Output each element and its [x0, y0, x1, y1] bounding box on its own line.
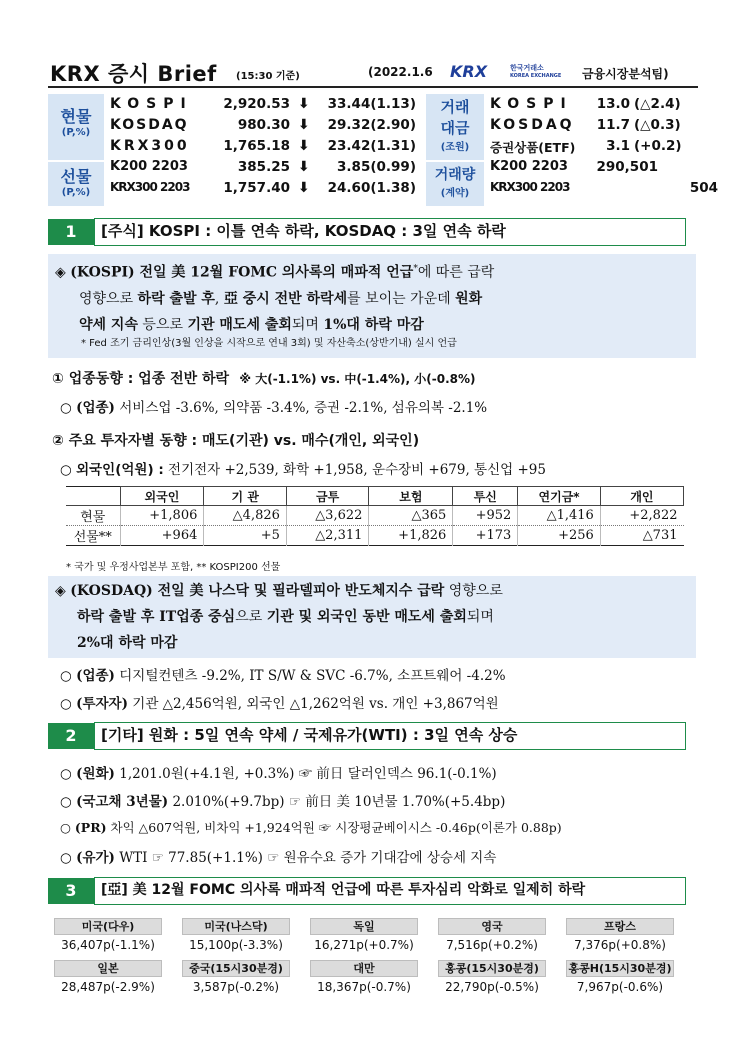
investor-table-note: * 국가 및 우정사업본부 포함, ** KOSPI200 선물	[66, 562, 281, 573]
volume-label: 거래량	[434, 167, 476, 183]
cell: △365	[369, 506, 453, 526]
sector-trend-heading	[52, 368, 476, 388]
diamond-bullet-icon: ◈	[55, 583, 71, 599]
diamond-bullet-icon: ◈	[55, 264, 71, 281]
down-arrow-icon: ⬇	[298, 159, 310, 175]
world-index-value: 36,407p(-1.1%)	[61, 938, 155, 952]
report-date: (2022.1.6	[368, 65, 433, 79]
trade-change: (+0.2)	[634, 138, 682, 154]
kosdaq-investor-values: 기관 △2,456억원, 외국인 △1,262억원 vs. 개인 +3,867억원	[132, 696, 499, 712]
world-indices	[54, 918, 690, 998]
index-change: 29.32(2.90)	[327, 117, 416, 133]
investor-table-wrap	[66, 486, 684, 546]
trade-name: KOSDAQ	[490, 117, 575, 133]
sector-tag: (업종)	[76, 400, 115, 416]
world-index-value: 7,516p(+0.2%)	[446, 938, 538, 952]
world-index-label: 중국(15시30분경)	[182, 960, 290, 977]
bond-tag: (국고채 3년물)	[76, 794, 169, 810]
kospi-summary	[55, 256, 695, 352]
cell: +952	[453, 506, 518, 526]
kospi-bold: 하락 출발 후	[137, 290, 215, 307]
oil-line	[60, 846, 496, 866]
row-label: 선물**	[73, 530, 112, 545]
kosdaq-line-3	[55, 630, 695, 656]
logo-korean-name: 한국거래소	[510, 64, 544, 72]
fx-line	[60, 762, 497, 782]
index-change: 23.42(1.31)	[327, 138, 416, 154]
cell: +256	[518, 526, 601, 546]
world-index-label: 일본	[54, 960, 162, 977]
kosdaq-investor-line	[60, 692, 499, 712]
program-line	[60, 818, 562, 836]
trade-value-label-cell	[426, 94, 484, 160]
volume-unit: (계약)	[440, 188, 470, 199]
cell: △3,622	[286, 506, 369, 526]
fx-tag: (원화)	[76, 766, 115, 782]
kosdaq-text: 영향으로	[444, 583, 503, 599]
krx-logo	[450, 62, 487, 81]
world-index-value: 18,367p(-0.7%)	[317, 980, 411, 994]
col-header: 기 관	[204, 487, 287, 506]
world-index-value: 28,487p(-2.9%)	[61, 980, 155, 994]
futures-label: 선물	[60, 167, 92, 186]
cell: +1,826	[369, 526, 453, 546]
investor-table	[66, 486, 684, 546]
circle-bullet-icon: ○	[60, 820, 75, 835]
kosdaq-sector-values: 디지털컨텐츠 -9.2%, IT S/W & SVC -6.7%, 소프트웨어 -4.2%	[119, 668, 506, 684]
trade-change: (△0.3)	[634, 117, 681, 133]
kospi-text: 를 보이는 가운데	[347, 290, 456, 307]
bond-text: 2.010%(+9.7bp) ☞ 前日 美 10년물 1.70%(+5.4bp)	[172, 794, 506, 810]
section-1-title: [주식] KOSPI : 이틀 연속 하락, KOSDAQ : 3일 연속 하락	[94, 218, 686, 246]
cell: +2,822	[600, 506, 683, 526]
spot-label-cell	[48, 94, 104, 160]
trade-unit: (조원)	[440, 142, 470, 153]
section-3-title: [亞] 美 12월 FOMC 의사록 매파적 언급에 따른 투자심리 악화로 일제히 하락	[94, 877, 686, 905]
col-header: 금투	[286, 487, 369, 506]
index-change: 3.85(0.99)	[337, 159, 416, 175]
index-row	[110, 96, 430, 114]
circle-bullet-icon: ○	[60, 668, 77, 684]
krx-logo-text: KRX	[450, 62, 488, 81]
trade-name: 증권상품(ETF)	[490, 140, 576, 155]
futures-unit: (P,%)	[61, 187, 91, 198]
sector-trend-title: ① 업종동향 : 업종 전반 하락	[52, 371, 230, 387]
kospi-line-1	[55, 256, 695, 286]
circle-bullet-icon: ○	[60, 766, 77, 782]
world-index-label: 대만	[310, 960, 418, 977]
market-panel	[48, 94, 718, 206]
foreign-tag: 외국인(억원) :	[76, 462, 164, 478]
kosdaq-sector-line	[60, 664, 506, 684]
section-2-number: 2	[48, 723, 94, 749]
investor-trend-title: ② 주요 투자자별 동향 : 매도(기관) vs. 매수(개인, 외국인)	[52, 433, 420, 449]
col-header: 연기금*	[518, 487, 601, 506]
trade-name: KRX300 2203	[490, 180, 570, 194]
trade-rows	[490, 96, 718, 198]
kospi-bold: 약세 지속	[79, 316, 138, 333]
world-index-label: 프랑스	[566, 918, 674, 935]
world-index-label: 미국(다우)	[54, 918, 162, 935]
kosdaq-text: 되며	[466, 609, 494, 625]
kospi-bold: 亞 중시 전반 하락세	[223, 290, 348, 307]
foreign-investor-line	[60, 458, 546, 478]
kosdaq-bold: 2%대 하락 마감	[77, 635, 178, 651]
kosdaq-investor-tag: (투자자)	[76, 696, 128, 712]
circle-bullet-icon: ○	[60, 850, 77, 866]
index-name: KOSPI	[110, 96, 193, 112]
index-value: 385.25	[237, 159, 290, 175]
report-header	[48, 58, 698, 88]
investor-table-header	[66, 487, 684, 506]
trade-name: K200 2203	[490, 159, 568, 174]
index-value: 2,920.53	[223, 96, 290, 112]
sector-line	[60, 396, 487, 416]
world-index-value: 22,790p(-0.5%)	[445, 980, 539, 994]
index-row	[110, 180, 430, 198]
sector-values: 서비스업 -3.6%, 의약품 -3.4%, 증권 -2.1%, 섬유의복 -2.1%	[119, 400, 488, 416]
kospi-line-2	[55, 286, 695, 312]
trade-value: 3.1	[606, 138, 630, 154]
trade-value: 13.0	[596, 96, 630, 112]
trade-label-2: 대금	[440, 119, 470, 137]
kosdaq-line-1	[55, 578, 695, 604]
index-name: KOSDAQ	[110, 117, 189, 133]
index-row	[110, 159, 430, 177]
kosdaq-bold: 하락 출발 후 IT업종 중심	[77, 609, 236, 625]
sector-size-note: ※ 大(-1.1%) vs. 中(-1.4%), 小(-0.8%)	[239, 372, 476, 386]
kosdaq-line-2	[55, 604, 695, 630]
world-index-value: 3,587p(-0.2%)	[192, 980, 280, 994]
col-header: 개인	[600, 487, 683, 506]
trade-row	[490, 180, 718, 198]
trade-row	[490, 159, 696, 177]
down-arrow-icon: ⬇	[298, 180, 310, 196]
spot-label: 현물	[60, 107, 92, 126]
kospi-text: 에 따른 급락	[417, 264, 495, 281]
cell: +1,806	[120, 506, 204, 526]
futures-label-cell	[48, 162, 104, 206]
report-time-basis: (15:30 기준)	[236, 71, 300, 82]
cell: △731	[600, 526, 683, 546]
kosdaq-sector-tag: (업종)	[76, 668, 115, 684]
table-row	[66, 526, 684, 546]
index-value: 1,765.18	[223, 138, 290, 154]
index-value: 1,757.40	[223, 180, 290, 196]
row-label: 현물	[80, 510, 106, 525]
cell: △4,826	[204, 506, 287, 526]
world-index-label: 미국(나스닥)	[182, 918, 290, 935]
circle-bullet-icon: ○	[60, 462, 77, 478]
kospi-text: 등으로	[137, 316, 188, 333]
kospi-bold: 원화	[455, 290, 483, 307]
foreign-values: 전기전자 +2,539, 화학 +1,958, 운수장비 +679, 통신업 +95	[168, 462, 546, 478]
kosdaq-summary	[55, 578, 695, 656]
circle-bullet-icon: ○	[60, 696, 77, 712]
trade-value: 290,501	[596, 159, 658, 175]
kospi-bold: 기관 매도세 출회	[187, 316, 292, 333]
index-name: KRX300 2203	[110, 180, 190, 194]
index-row	[110, 138, 430, 156]
program-text: 차익 △607억원, 비차익 +1,924억원 ☞ 시장평균베이시스 -0.46p(이론가 0.88p)	[110, 820, 562, 835]
world-index-label: 홍콩(15시30분경)	[438, 960, 546, 977]
kosdaq-headline: (KOSDAQ) 전일 美 나스닥 및 필라델피아 반도체지수 급락	[70, 583, 445, 599]
kosdaq-text: 으로	[235, 609, 267, 625]
trade-label-1: 거래	[440, 98, 470, 116]
trade-value: 504	[689, 180, 718, 196]
kospi-bold: 1%대 하락 마감	[323, 316, 424, 333]
cell: △2,311	[286, 526, 369, 546]
down-arrow-icon: ⬇	[298, 138, 310, 154]
trade-row	[490, 96, 696, 114]
spot-unit: (P,%)	[61, 127, 91, 138]
section-2-title: [기타] 원화 : 5일 연속 약세 / 국제유가(WTI) : 3일 연속 상승	[94, 722, 686, 750]
world-index-value: 7,967p(-0.6%)	[576, 980, 664, 994]
volume-label-cell	[426, 162, 484, 206]
table-row	[66, 506, 684, 526]
index-change: 33.44(1.13)	[327, 96, 416, 112]
trade-name: KOSPI	[490, 96, 573, 112]
world-index-label: 홍콩H(15시30분경)	[566, 960, 674, 977]
cell: +964	[120, 526, 204, 546]
investor-trend-heading	[52, 430, 419, 450]
kospi-text: 되며	[291, 316, 324, 333]
circle-bullet-icon: ○	[60, 400, 77, 416]
report-title: KRX 증시 Brief	[50, 62, 217, 86]
world-index-value: 16,271p(+0.7%)	[314, 938, 414, 952]
col-header: 투신	[453, 487, 518, 506]
trade-row	[490, 138, 696, 156]
bond-line	[60, 790, 505, 810]
index-name: KRX300	[110, 138, 190, 154]
kosdaq-bold: 기관 및 외국인 동반 매도세 출회	[266, 609, 467, 625]
index-change: 24.60(1.38)	[327, 180, 416, 196]
kospi-text: 영향으로	[79, 290, 138, 307]
section-3-number: 3	[48, 878, 94, 904]
index-rows	[110, 96, 430, 198]
program-tag: (PR)	[74, 820, 107, 835]
section-1-number: 1	[48, 219, 94, 245]
trade-value: 11.7	[596, 117, 630, 133]
index-row	[110, 117, 430, 135]
kospi-text: ,	[214, 290, 224, 307]
down-arrow-icon: ⬇	[298, 117, 310, 133]
kospi-line-3	[55, 312, 695, 338]
down-arrow-icon: ⬇	[298, 96, 310, 112]
world-index-value: 15,100p(-3.3%)	[189, 938, 283, 952]
cell: △1,416	[518, 506, 601, 526]
logo-english-name: KOREA EXCHANGE	[510, 73, 562, 79]
krx-logo-subtext	[510, 64, 561, 80]
table-corner	[66, 487, 120, 506]
report-team: 금융시장분석팀)	[582, 67, 669, 81]
cell: +5	[204, 526, 287, 546]
index-value: 980.30	[237, 117, 290, 133]
trade-change: (△2.4)	[634, 96, 681, 112]
world-index-value: 7,376p(+0.8%)	[574, 938, 666, 952]
index-name: K200 2203	[110, 159, 188, 174]
fx-text: 1,201.0원(+4.1원, +0.3%) ☞ 前日 달러인덱스 96.1(-0.1%)	[119, 766, 497, 782]
oil-text: WTI ☞ 77.85(+1.1%) ☞ 원유수요 증가 기대감에 상승세 지속	[119, 850, 497, 866]
circle-bullet-icon: ○	[60, 794, 77, 810]
cell: +173	[453, 526, 518, 546]
footnote-mark: *	[413, 264, 418, 274]
oil-tag: (유가)	[76, 850, 115, 866]
world-index-label: 독일	[310, 918, 418, 935]
col-header: 보험	[369, 487, 453, 506]
world-index-label: 영국	[438, 918, 546, 935]
trade-row	[490, 117, 696, 135]
col-header: 외국인	[120, 487, 204, 506]
kospi-footnote: * Fed 조기 금리인상(3월 인상을 시작으로 연내 3회) 및 자산축소(상반기내) 실시 언급	[81, 337, 457, 349]
kospi-headline: (KOSPI) 전일 美 12월 FOMC 의사록의 매파적 언급	[70, 264, 414, 281]
